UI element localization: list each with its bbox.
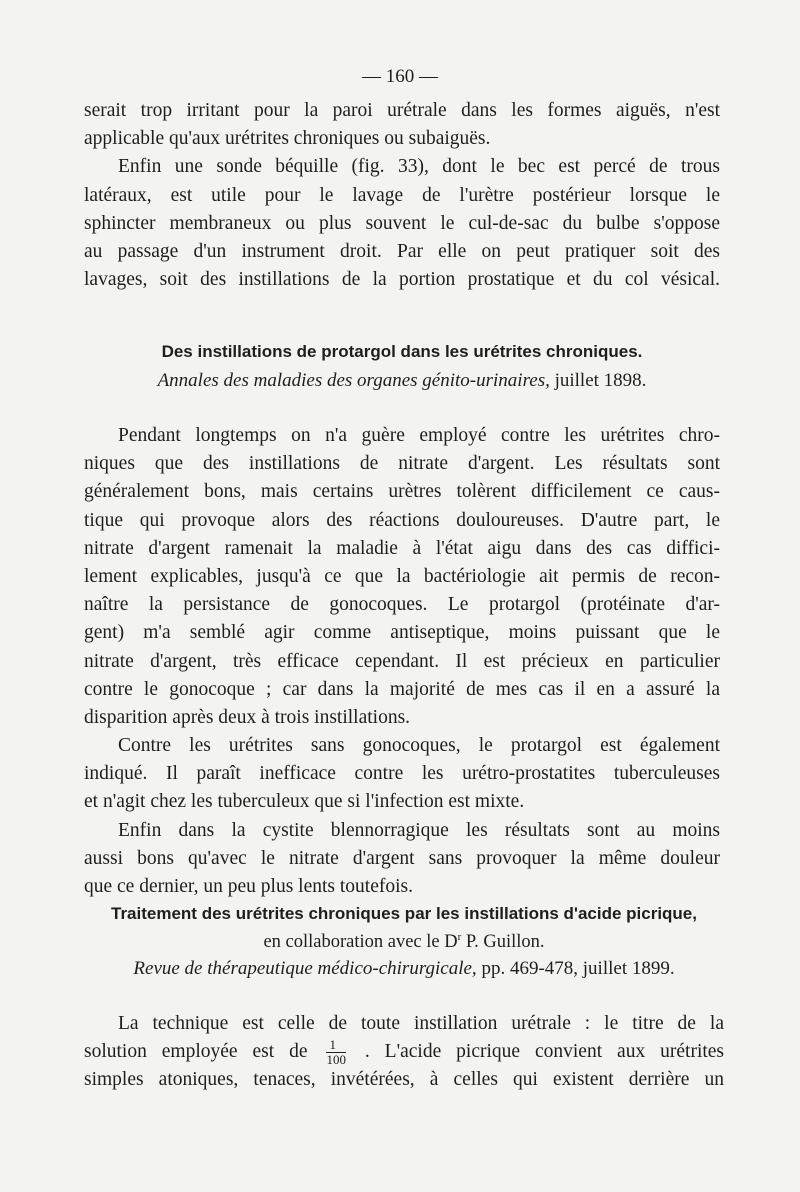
journal-date: juillet 1898. — [554, 370, 647, 391]
picric-acid-body — [84, 1010, 724, 1095]
collab-superscript: r — [457, 930, 462, 943]
text-line: aussi bons qu'avec le nitrate d'argent sans provoquer la même douleur — [84, 847, 720, 869]
text-line: simples atoniques, tenaces, invétérées, à celles qui existent derrière un — [84, 1069, 724, 1091]
text-line: généralement bons, mais certains urètres tolèrent difficilement ce caus- — [84, 481, 720, 503]
text-line: lavages, soit des instillations de la portion prostatique et du col vésical. — [84, 269, 720, 291]
text-line: La technique est celle de toute instillation urétrale : le titre de la — [118, 1013, 724, 1034]
collab-text: en collaboration avec le D — [263, 932, 458, 952]
text-line: gent) m'a semblé agir comme antiseptique, moins puissant que le — [84, 622, 720, 644]
text-line: applicable qu'aux urétrites chroniques ou subaiguës. — [84, 128, 491, 150]
journal-pages: pp. 469-478, juillet 1899. — [481, 958, 675, 979]
page-number: — 160 — — [362, 66, 438, 87]
fraction-prefix: solution employée est de — [84, 1041, 308, 1063]
text-line: au passage d'un instrument droit. Par elle on peut pratiquer soit des — [84, 240, 720, 262]
text-line: latéraux, est utile pour le lavage de l'urètre postérieur lorsque le — [84, 184, 720, 206]
collab-name: P. Guillon. — [461, 932, 545, 952]
protargol-body — [84, 422, 720, 901]
text-line: naître la persistance de gonocoques. Le protargol (protéinate d'ar- — [84, 594, 720, 616]
continuation-paragraph — [84, 97, 720, 294]
fraction-suffix: . L'acide picrique convient aux urétrites — [364, 1041, 725, 1063]
text-line: Enfin une sonde béquille (fig. 33), dont le bec est percé de trous — [118, 156, 720, 178]
fraction — [326, 1038, 346, 1067]
text-line: Enfin dans la cystite blennorragique les résultats sont au moins — [118, 819, 720, 841]
section-reference-protargol — [84, 370, 720, 392]
journal-name: Annales des maladies des organes génito-urinaires, — [157, 370, 550, 391]
text-line-with-fraction — [84, 1038, 724, 1066]
text-line: Contre les urétrites sans gonocoques, le protargol est également — [118, 735, 720, 757]
text-line: nitrate d'argent, très efficace cependant. Il est précieux en particulier — [84, 650, 720, 672]
text-line: nitrate d'argent ramenait la maladie à l'état aigu dans des cas diffici- — [84, 537, 720, 559]
text-line: lement explicables, jusqu'à ce que la bactériologie ait permis de recon- — [84, 565, 720, 587]
section-title-picric-acid: Traitement des urétrites chroniques par les instillations d'acide picrique, — [111, 904, 697, 923]
journal-name: Revue de thérapeutique médico-chirurgicale, — [133, 958, 477, 979]
text-line: disparition après deux à trois instillations. — [84, 706, 411, 728]
section-reference-picric-acid — [84, 958, 724, 980]
text-line: niques que des instillations de nitrate d'argent. Les résultats sont — [84, 453, 720, 475]
text-line: indiqué. Il paraît inefficace contre les urétro-prostatites tuberculeuses — [84, 763, 720, 785]
text-line: et n'agit chez les tuberculeux que si l'infection est mixte. — [84, 791, 525, 813]
collaboration-credit — [84, 932, 724, 953]
text-line: contre le gonocoque ; car dans la majorité de mes cas il en a assuré la — [84, 678, 720, 700]
text-line: tique qui provoque alors des réactions douloureuses. D'autre part, le — [84, 509, 720, 531]
fraction-denominator: 100 — [326, 1052, 346, 1068]
text-line: Pendant longtemps on n'a guère employé contre les urétrites chro- — [118, 425, 720, 446]
section-title-protargol: Des instillations de protargol dans les urétrites chroniques. — [161, 342, 643, 361]
fraction-numerator: 1 — [326, 1038, 346, 1053]
text-line: sphincter membraneux ou plus souvent le cul-de-sac du bulbe s'oppose — [84, 212, 720, 234]
text-line: serait trop irritant pour la paroi urétrale dans les formes aiguës, n'est — [84, 100, 720, 121]
text-line: que ce dernier, un peu plus lents toutefois. — [84, 876, 414, 897]
